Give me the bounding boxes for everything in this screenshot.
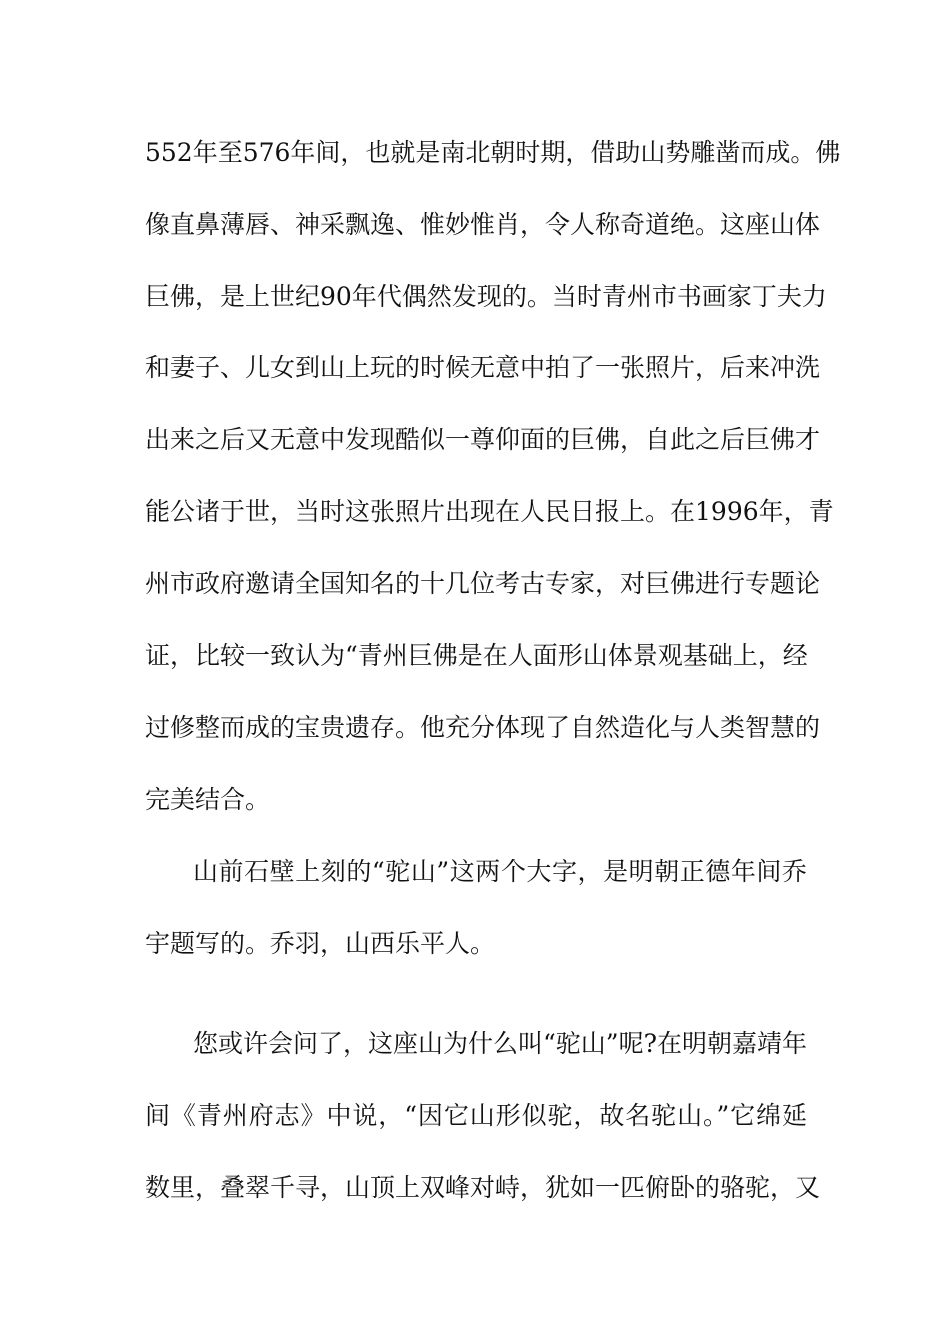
text-line-10: 完美结合。 (145, 785, 271, 814)
text-line-7: 州市政府邀请全国知名的十几位考古专家，对巨佛进行专题论 (145, 569, 821, 598)
text-line-1: 552年至576年间，也就是南北朝时期，借助山势雕凿而成。佛 (145, 138, 841, 167)
text-line-13: 您或许会问了，这座山为什么叫“驼山”呢?在明朝嘉靖年 (193, 1029, 807, 1058)
text-line-2: 像直鼻薄唇、神采飘逸、惟妙惟肖，令人称奇道绝。这座山体 (145, 210, 821, 239)
text-line-14: 间《青州府志》中说，“因它山形似驼，故名驼山。”它绵延 (145, 1101, 807, 1130)
text-line-3: 巨佛，是上世纪90年代偶然发现的。当时青州市书画家丁夫力 (145, 282, 827, 311)
text-line-4: 和妻子、儿女到山上玩的时候无意中拍了一张照片，后来冲洗 (145, 353, 821, 382)
text-line-5: 出来之后又无意中发现酷似一尊仰面的巨佛，自此之后巨佛才 (145, 425, 821, 454)
text-line-6: 能公诸于世，当时这张照片出现在人民日报上。在1996年，青 (145, 497, 834, 526)
text-line-11: 山前石壁上刻的“驼山”这两个大字，是明朝正德年间乔 (193, 857, 807, 886)
text-line-12: 宇题写的。乔羽，山西乐平人。 (145, 929, 496, 958)
text-line-9: 过修整而成的宝贵遗存。他充分体现了自然造化与人类智慧的 (145, 713, 821, 742)
text-line-8: 证，比较一致认为“青州巨佛是在人面形山体景观基础上，经 (145, 641, 808, 670)
text-line-15: 数里，叠翠千寻，山顶上双峰对峙，犹如一匹俯卧的骆驼，又 (145, 1173, 821, 1202)
